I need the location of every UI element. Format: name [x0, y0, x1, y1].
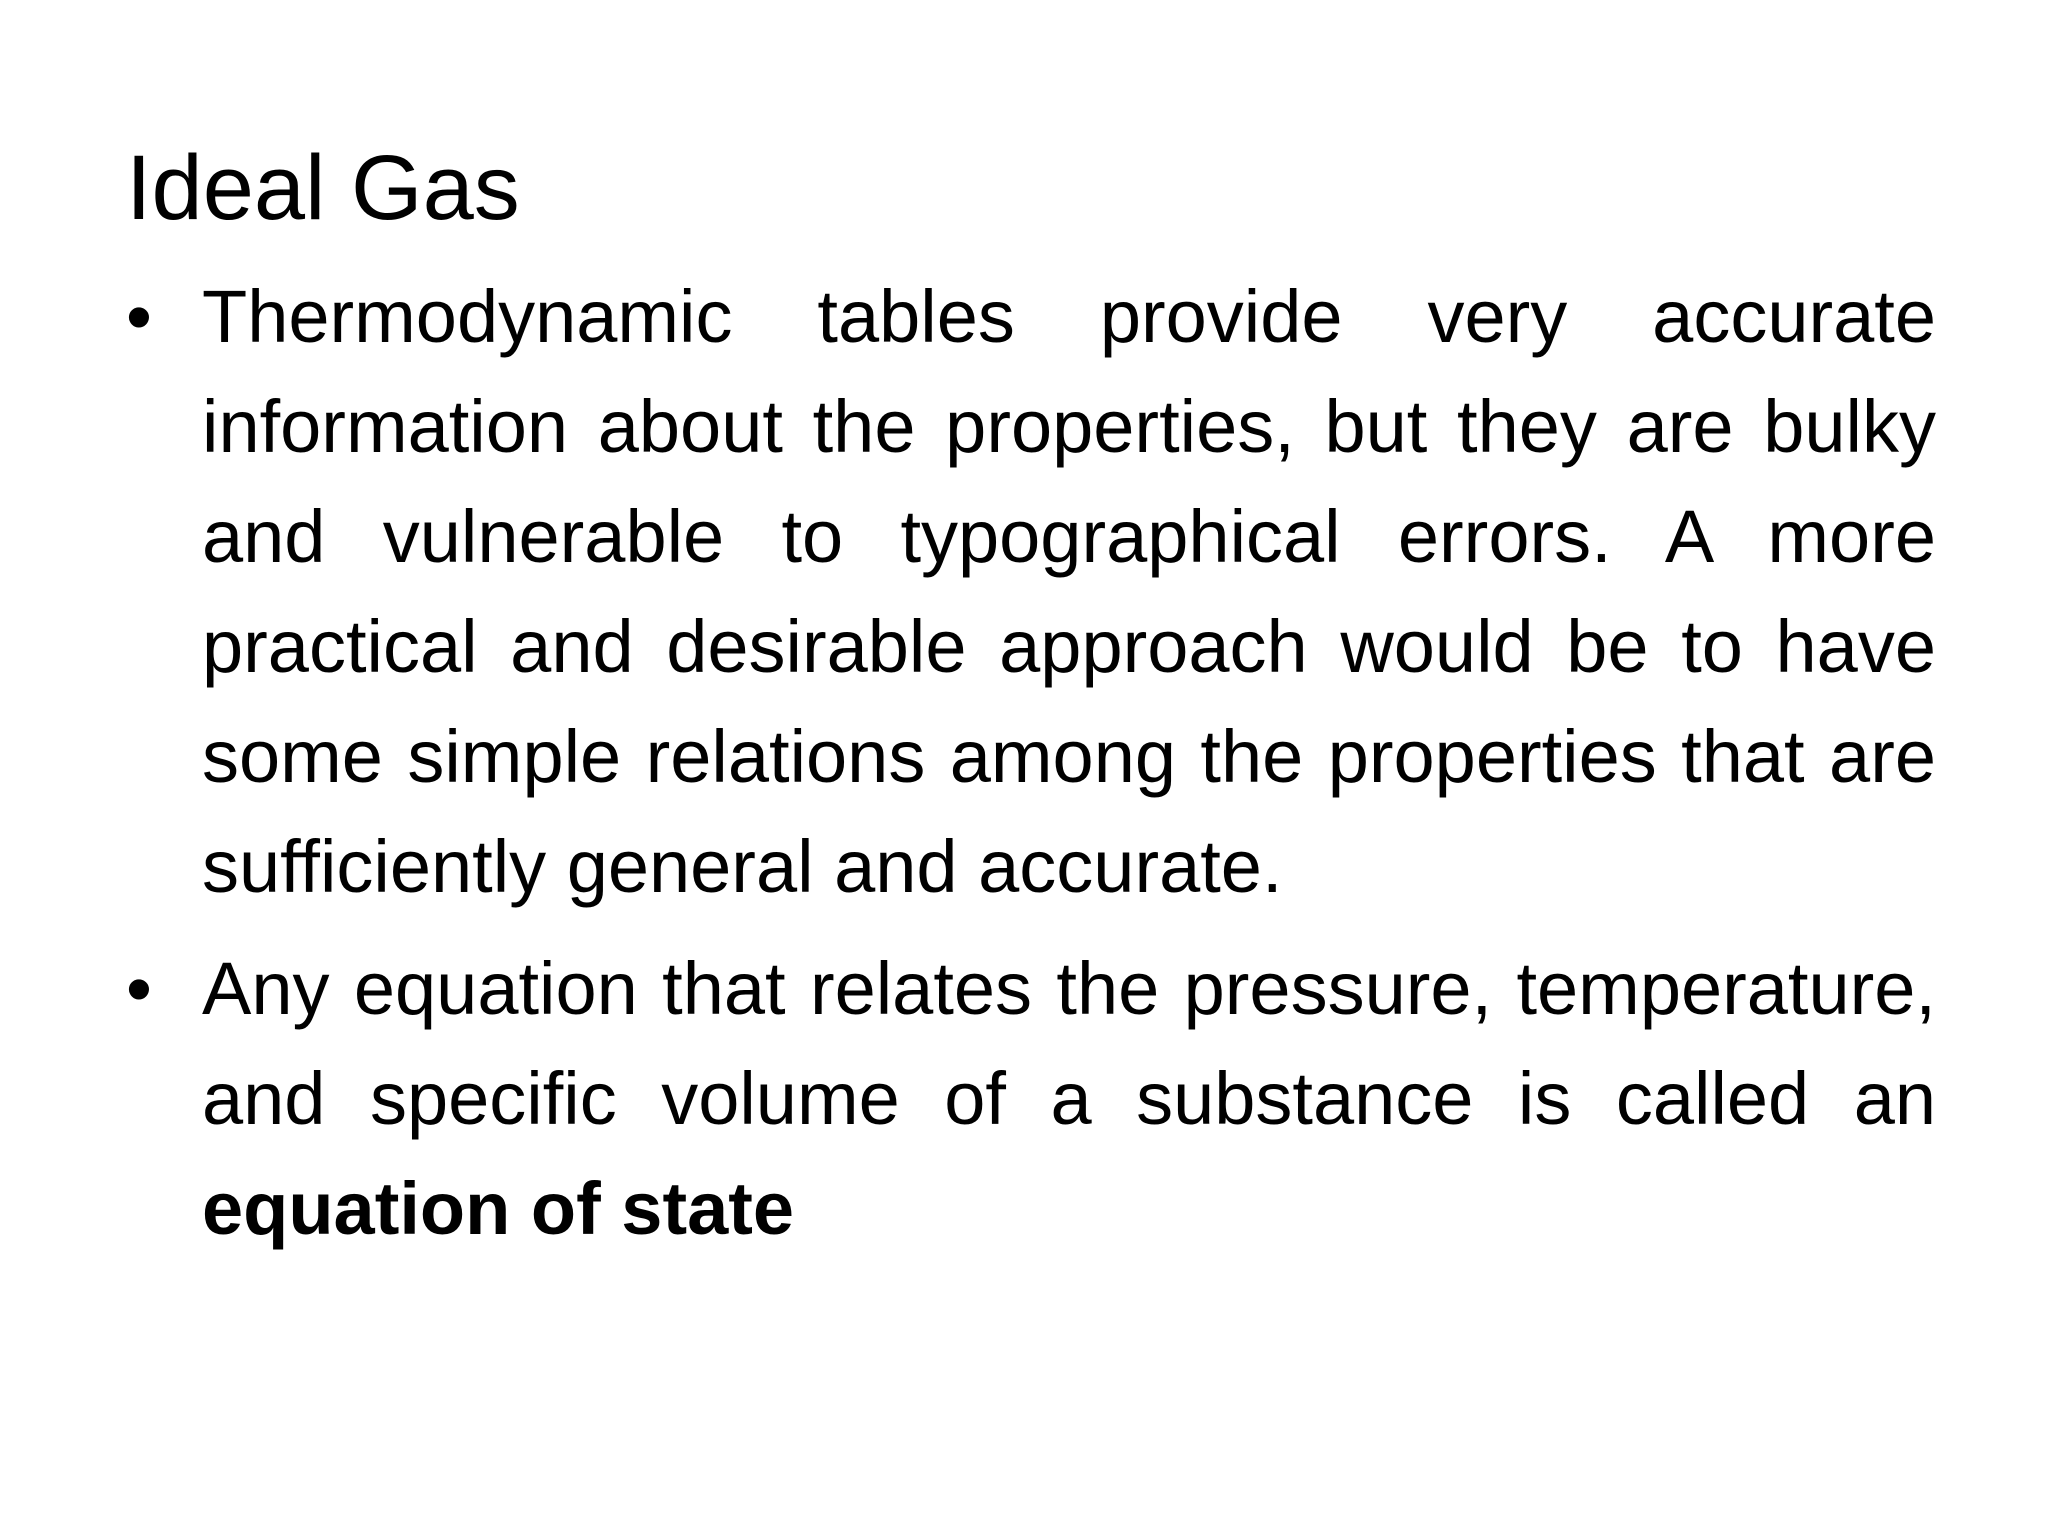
bullet-dot-icon: • [126, 275, 152, 358]
bullet-text-2: Any equation that relates the pressure, temperature, and specific volume of a substance is called an [202, 947, 1936, 1140]
bullet-text-1: Thermodynamic tables provide very accurate information about the properties, but they are bulky and vulnerable to typographical errors. A more practical and desirable approach would be to have some simple relations among the properties that are sufficiently general and accurate. [202, 275, 1936, 908]
bullet-emphasis: equation of state [202, 1167, 795, 1250]
bullet-item-1 [126, 262, 1936, 922]
bullet-dot-icon: • [126, 947, 152, 1030]
bullet-list [126, 262, 1936, 1264]
slide-title: Ideal Gas [126, 137, 520, 239]
bullet-item-2 [126, 934, 1936, 1264]
